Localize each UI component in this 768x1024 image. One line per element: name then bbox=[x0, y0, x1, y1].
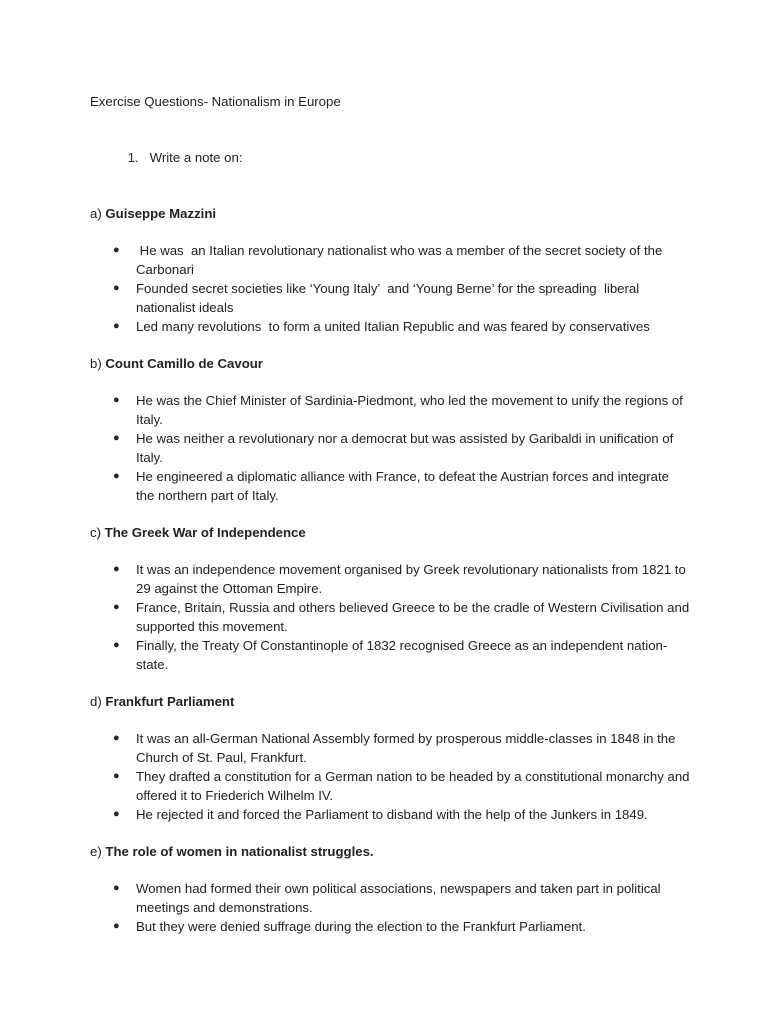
bullet-icon: ● bbox=[113, 920, 120, 932]
section-letter: e) bbox=[90, 844, 102, 859]
section-d bbox=[90, 692, 694, 824]
list-item: ● He engineered a diplomatic alliance with France, to defeat the Austrian forces and integrate the northern part of Italy. bbox=[113, 469, 673, 503]
list-item: ● Founded secret societies like ‘Young Italy’ and ‘Young Berne’ for the spreading liberal nationalist ideals bbox=[113, 281, 643, 315]
section-heading bbox=[90, 692, 690, 711]
section-heading bbox=[90, 842, 690, 861]
section-b bbox=[90, 354, 690, 505]
section-title: Frankfurt Parliament bbox=[105, 694, 235, 709]
bullet-icon: ● bbox=[113, 563, 120, 575]
bullet-icon: ● bbox=[113, 470, 120, 482]
document-page bbox=[90, 92, 694, 936]
list-item: ● He was an Italian revolutionary nationalist who was a member of the secret society of the Carbonari bbox=[113, 243, 666, 277]
section-letter: c) bbox=[90, 525, 101, 540]
list-item: ● Finally, the Treaty Of Constantinople of 1832 recognised Greece as an independent nation-state. bbox=[113, 638, 668, 672]
bullet-icon: ● bbox=[113, 882, 120, 894]
section-letter: a) bbox=[90, 206, 102, 221]
list-item: ● Led many revolutions to form a united Italian Republic and was feared by conservatives bbox=[113, 319, 650, 334]
bullet-icon: ● bbox=[113, 639, 120, 651]
bullet-list bbox=[90, 729, 694, 824]
section-title: Count Camillo de Cavour bbox=[105, 356, 263, 371]
bullet-icon: ● bbox=[113, 320, 120, 332]
bullet-list bbox=[90, 241, 690, 336]
question-text: Write a note on: bbox=[149, 150, 243, 165]
section-letter: b) bbox=[90, 356, 102, 371]
list-item: ● He rejected it and forced the Parliament to disband with the help of the Junkers in 1849. bbox=[113, 807, 648, 822]
bullet-icon: ● bbox=[113, 394, 120, 406]
section-c bbox=[90, 523, 693, 674]
list-item: ● He was the Chief Minister of Sardinia-Piedmont, who led the movement to unify the regions of Italy. bbox=[113, 393, 687, 427]
list-item: ● They drafted a constitution for a German nation to be headed by a constitutional monarchy and offered it to Friederich Wilhelm IV. bbox=[113, 769, 694, 803]
bullet-icon: ● bbox=[113, 432, 120, 444]
bullet-icon: ● bbox=[113, 282, 120, 294]
list-item: ● It was an independence movement organised by Greek revolutionary nationalists from 1821 to 29 against the Ottoman Empire. bbox=[113, 562, 690, 596]
section-heading bbox=[90, 354, 690, 373]
list-item: ● It was an all-German National Assembly formed by prosperous middle-classes in 1848 in the Church of St. Paul, Frankfurt. bbox=[113, 731, 680, 765]
section-title: The role of women in nationalist struggles. bbox=[105, 844, 374, 859]
bullet-icon: ● bbox=[113, 601, 120, 613]
bullet-list bbox=[90, 560, 693, 674]
bullet-icon: ● bbox=[113, 770, 120, 782]
section-heading bbox=[90, 204, 690, 223]
section-a bbox=[90, 204, 690, 336]
bullet-icon: ● bbox=[113, 808, 120, 820]
bullet-icon: ● bbox=[113, 732, 120, 744]
section-title: Guiseppe Mazzini bbox=[105, 206, 217, 221]
list-item: ● France, Britain, Russia and others believed Greece to be the cradle of Western Civilisation and supported this movement. bbox=[113, 600, 693, 634]
bullet-icon: ● bbox=[113, 244, 120, 256]
section-letter: d) bbox=[90, 694, 102, 709]
section-title: The Greek War of Independence bbox=[104, 525, 306, 540]
bullet-list bbox=[90, 879, 690, 936]
section-e bbox=[90, 842, 690, 936]
list-item: ● Women had formed their own political associations, newspapers and taken part in political meetings and demonstrations. bbox=[113, 881, 665, 915]
list-item: ● But they were denied suffrage during the election to the Frankfurt Parliament. bbox=[113, 919, 586, 934]
bullet-list bbox=[90, 391, 690, 505]
section-heading bbox=[90, 523, 690, 542]
list-item: ● He was neither a revolutionary nor a democrat but was assisted by Garibaldi in unification of Italy. bbox=[113, 431, 677, 465]
document-title: Exercise Questions- Nationalism in Europe bbox=[90, 94, 341, 109]
question-line bbox=[90, 129, 690, 186]
question-number: 1. bbox=[127, 150, 139, 165]
